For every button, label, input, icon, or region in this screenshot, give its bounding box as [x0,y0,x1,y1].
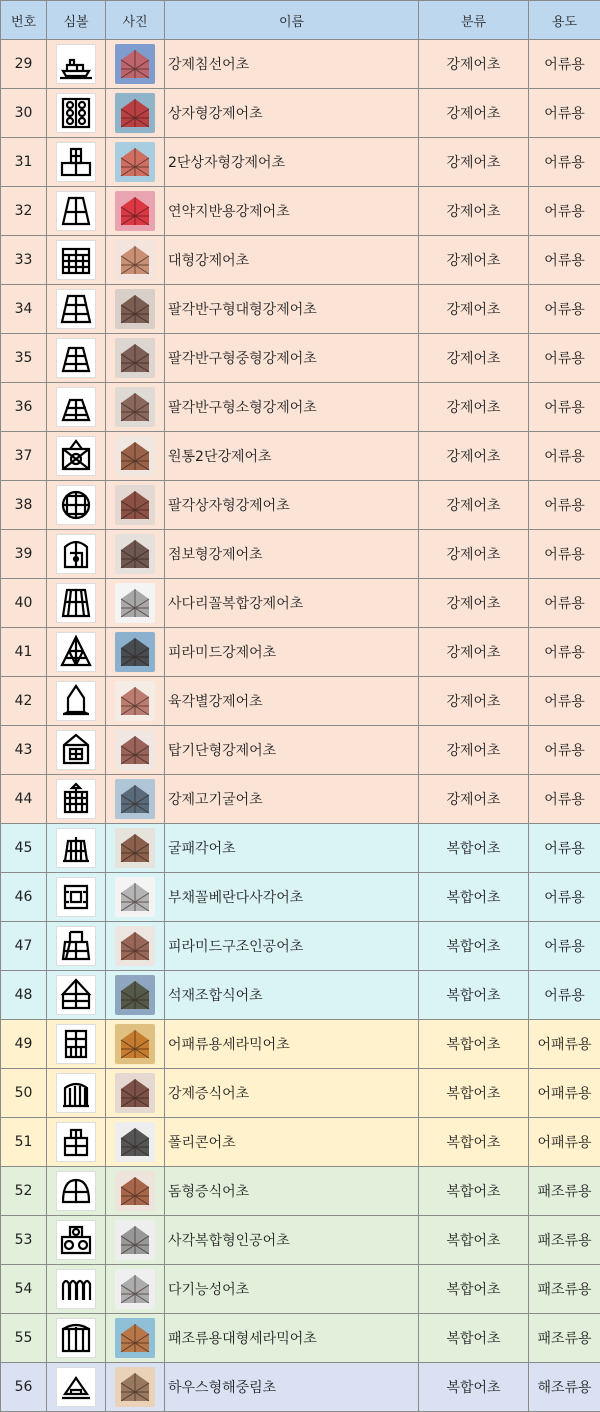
large-ceramic-symbol-icon [56,1318,96,1358]
trapezoid-lattice-photo-icon [115,583,155,623]
symbol-cell [47,1167,106,1216]
reef-name: 육각별강제어초 [165,677,419,726]
row-number: 43 [1,726,47,775]
reef-name: 팔각반구형소형강제어초 [165,383,419,432]
table-row [1,285,600,334]
reef-use: 어류용 [529,775,600,824]
row-number: 55 [1,1314,47,1363]
reef-use: 어류용 [529,89,600,138]
symbol-cell [47,187,106,236]
row-number: 44 [1,775,47,824]
reef-use: 어류용 [529,481,600,530]
large-grid-symbol-icon [56,240,96,280]
photo-cell [106,1216,165,1265]
reef-use: 어류용 [529,726,600,775]
reef-name: 폴리콘어초 [165,1118,419,1167]
reef-category: 강제어초 [419,628,529,677]
table-row [1,726,600,775]
reef-name: 어패류용세라믹어초 [165,1020,419,1069]
row-number: 41 [1,628,47,677]
reef-category: 강제어초 [419,677,529,726]
reef-use: 어류용 [529,187,600,236]
symbol-cell [47,628,106,677]
header-category: 분류 [419,1,529,40]
dome-medium-symbol-icon [56,338,96,378]
symbol-cell [47,726,106,775]
reef-category: 강제어초 [419,187,529,236]
row-number: 38 [1,481,47,530]
table-row [1,1167,600,1216]
photo-cell [106,775,165,824]
symbol-cell [47,1363,106,1412]
multiplication-symbol-icon [56,1073,96,1113]
reef-name: 연약지반용강제어초 [165,187,419,236]
lattice-cube-photo-icon [115,240,155,280]
fish-cave-symbol-icon [56,779,96,819]
reef-use: 어류용 [529,922,600,971]
symbol-cell [47,1020,106,1069]
photo-cell [106,432,165,481]
table-row [1,236,600,285]
square-composite-photo-icon [115,1220,155,1260]
row-number: 29 [1,40,47,89]
octagon-dome-small-photo-icon [115,387,155,427]
table-row [1,1069,600,1118]
header-name: 이름 [165,1,419,40]
reef-category: 복합어초 [419,922,529,971]
photo-cell [106,138,165,187]
jumbo-reef-photo-icon [115,534,155,574]
header-photo: 사진 [106,1,165,40]
symbol-cell [47,1314,106,1363]
tower-base-photo-icon [115,730,155,770]
table-row [1,922,600,971]
photo-cell [106,1167,165,1216]
row-number: 32 [1,187,47,236]
reef-category: 강제어초 [419,481,529,530]
reef-name: 강제침선어초 [165,40,419,89]
red-frame-reef-photo-icon [115,191,155,231]
reef-category: 강제어초 [419,775,529,824]
table-row [1,432,600,481]
table-row [1,873,600,922]
reef-name: 피라미드구조인공어초 [165,922,419,971]
multiplication-reef-photo-icon [115,1073,155,1113]
reef-category: 강제어초 [419,285,529,334]
dome-multiplication-symbol-icon [56,1171,96,1211]
table-row [1,383,600,432]
row-number: 53 [1,1216,47,1265]
photo-cell [106,236,165,285]
reef-name: 부채꼴베란다사각어초 [165,873,419,922]
row-number: 50 [1,1069,47,1118]
row-number: 40 [1,579,47,628]
reef-name: 원통2단강제어초 [165,432,419,481]
stone-combined-photo-icon [115,975,155,1015]
cylinder-two-tier-symbol-icon [56,436,96,476]
table-row [1,1020,600,1069]
reef-name: 강제증식어초 [165,1069,419,1118]
reef-category: 복합어초 [419,1118,529,1167]
reef-use: 어류용 [529,334,600,383]
photo-cell [106,1020,165,1069]
reef-use: 패조류용 [529,1216,600,1265]
dome-large-symbol-icon [56,289,96,329]
square-composite-symbol-icon [56,1220,96,1260]
oyster-shell-symbol-icon [56,828,96,868]
trapezoid-grid-symbol-icon [56,583,96,623]
photo-cell [106,971,165,1020]
fish-cave-photo-icon [115,779,155,819]
photo-cell [106,285,165,334]
symbol-cell [47,383,106,432]
table-row [1,1118,600,1167]
symbol-cell [47,1069,106,1118]
table-row [1,971,600,1020]
table-row [1,138,600,187]
octagon-box-photo-icon [115,485,155,525]
reef-category: 강제어초 [419,726,529,775]
stone-combined-symbol-icon [56,975,96,1015]
reef-use: 어류용 [529,236,600,285]
table-row [1,481,600,530]
header-use: 용도 [529,1,600,40]
photo-cell [106,677,165,726]
red-box-reef-photo-icon [115,93,155,133]
pyramid-structure-symbol-icon [56,926,96,966]
reef-category: 강제어초 [419,89,529,138]
row-number: 37 [1,432,47,481]
symbol-cell [47,873,106,922]
reef-use: 어류용 [529,971,600,1020]
photo-cell [106,824,165,873]
photo-cell [106,922,165,971]
polycon-reef-photo-icon [115,1122,155,1162]
veranda-cube-photo-icon [115,877,155,917]
table-row [1,334,600,383]
two-tier-box-symbol-icon [56,142,96,182]
row-number: 49 [1,1020,47,1069]
reef-use: 어류용 [529,873,600,922]
reef-use: 어류용 [529,530,600,579]
reef-name: 팔각반구형중형강제어초 [165,334,419,383]
reef-use: 어류용 [529,40,600,89]
photo-cell [106,726,165,775]
reef-use: 어류용 [529,383,600,432]
reef-category: 강제어초 [419,432,529,481]
reef-category: 복합어초 [419,1314,529,1363]
row-number: 30 [1,89,47,138]
row-number: 51 [1,1118,47,1167]
table-row [1,40,600,89]
symbol-cell [47,971,106,1020]
reef-use: 어류용 [529,824,600,873]
table-row [1,824,600,873]
reef-name: 사다리꼴복합강제어초 [165,579,419,628]
reef-name: 피라미드강제어초 [165,628,419,677]
house-forest-symbol-icon [56,1367,96,1407]
table-row [1,775,600,824]
photo-cell [106,1118,165,1167]
reef-category: 강제어초 [419,579,529,628]
reef-name: 석재조합식어초 [165,971,419,1020]
reef-name: 하우스형해중림초 [165,1363,419,1412]
symbol-cell [47,432,106,481]
symbol-cell [47,138,106,187]
reef-use: 어류용 [529,138,600,187]
photo-cell [106,579,165,628]
box-grid-symbol-icon [56,93,96,133]
photo-cell [106,1265,165,1314]
multifunction-symbol-icon [56,1269,96,1309]
oyster-shell-photo-icon [115,828,155,868]
reef-name: 굴패각어초 [165,824,419,873]
table-row [1,1363,600,1412]
jumbo-frame-symbol-icon [56,534,96,574]
reef-category: 강제어초 [419,530,529,579]
symbol-cell [47,922,106,971]
reef-use: 어류용 [529,579,600,628]
table-row [1,1216,600,1265]
reef-category: 복합어초 [419,824,529,873]
reef-use: 패조류용 [529,1314,600,1363]
symbol-cell [47,89,106,138]
ceramic-box-symbol-icon [56,1024,96,1064]
reef-category: 복합어초 [419,1020,529,1069]
table-row [1,1314,600,1363]
pyramid-structure-photo-icon [115,926,155,966]
dome-small-symbol-icon [56,387,96,427]
symbol-cell [47,775,106,824]
reef-category: 강제어초 [419,383,529,432]
tower-base-symbol-icon [56,730,96,770]
reef-category: 복합어초 [419,971,529,1020]
row-number: 47 [1,922,47,971]
reef-name: 사각복합형인공어초 [165,1216,419,1265]
symbol-cell [47,334,106,383]
octagon-dome-large-photo-icon [115,289,155,329]
symbol-cell [47,1265,106,1314]
symbol-cell [47,481,106,530]
polycon-symbol-icon [56,1122,96,1162]
reef-name: 탑기단형강제어초 [165,726,419,775]
reef-use: 어류용 [529,432,600,481]
symbol-cell [47,677,106,726]
photo-cell [106,334,165,383]
dome-multiplication-photo-icon [115,1171,155,1211]
table-row [1,89,600,138]
photo-cell [106,628,165,677]
table-row [1,187,600,236]
two-tier-box-photo-icon [115,142,155,182]
reef-category: 복합어초 [419,1363,529,1412]
reef-category: 강제어초 [419,334,529,383]
header-row [1,1,600,40]
reef-name: 패조류용대형세라믹어초 [165,1314,419,1363]
reef-use: 어류용 [529,677,600,726]
reef-name: 2단상자형강제어초 [165,138,419,187]
reef-use: 어패류용 [529,1118,600,1167]
row-number: 45 [1,824,47,873]
symbol-cell [47,1118,106,1167]
symbol-cell [47,824,106,873]
pyramid-symbol-icon [56,632,96,672]
hexagon-star-symbol-icon [56,681,96,721]
reef-name: 팔각상자형강제어초 [165,481,419,530]
reef-use: 패조류용 [529,1265,600,1314]
reef-category: 복합어초 [419,873,529,922]
reef-use: 어류용 [529,285,600,334]
symbol-cell [47,236,106,285]
row-number: 42 [1,677,47,726]
reef-name: 상자형강제어초 [165,89,419,138]
photo-cell [106,1314,165,1363]
reef-use: 해조류용 [529,1363,600,1412]
reef-name: 강제고기굴어초 [165,775,419,824]
row-number: 33 [1,236,47,285]
pyramid-reef-photo-icon [115,632,155,672]
table-row [1,579,600,628]
row-number: 35 [1,334,47,383]
reef-name: 대형강제어초 [165,236,419,285]
header-symbol: 심볼 [47,1,106,40]
photo-cell [106,40,165,89]
reef-category: 강제어초 [419,138,529,187]
photo-cell [106,1363,165,1412]
sunken-ship-symbol-icon [56,44,96,84]
symbol-cell [47,579,106,628]
row-number: 34 [1,285,47,334]
table-row [1,1265,600,1314]
reef-category: 복합어초 [419,1265,529,1314]
trapezoid-frame-symbol-icon [56,191,96,231]
octagon-box-symbol-icon [56,485,96,525]
octagon-dome-medium-photo-icon [115,338,155,378]
photo-cell [106,530,165,579]
symbol-cell [47,285,106,334]
reef-category: 복합어초 [419,1069,529,1118]
reef-use: 어패류용 [529,1069,600,1118]
photo-cell [106,383,165,432]
table-row [1,677,600,726]
table-row [1,530,600,579]
reef-name: 팔각반구형대형강제어초 [165,285,419,334]
row-number: 48 [1,971,47,1020]
reef-use: 어류용 [529,628,600,677]
reef-name: 다기능성어초 [165,1265,419,1314]
symbol-cell [47,40,106,89]
photo-cell [106,1069,165,1118]
row-number: 46 [1,873,47,922]
row-number: 52 [1,1167,47,1216]
reef-use: 어패류용 [529,1020,600,1069]
reef-name: 돔형증식어초 [165,1167,419,1216]
reef-name: 점보형강제어초 [165,530,419,579]
hexagon-star-photo-icon [115,681,155,721]
reef-category: 강제어초 [419,40,529,89]
row-number: 54 [1,1265,47,1314]
table-row [1,628,600,677]
row-number: 36 [1,383,47,432]
multifunction-photo-icon [115,1269,155,1309]
reef-use: 패조류용 [529,1167,600,1216]
reef-category: 강제어초 [419,236,529,285]
symbol-cell [47,1216,106,1265]
large-ceramic-photo-icon [115,1318,155,1358]
house-forest-photo-icon [115,1367,155,1407]
photo-cell [106,873,165,922]
photo-cell [106,89,165,138]
veranda-square-symbol-icon [56,877,96,917]
row-number: 31 [1,138,47,187]
photo-cell [106,481,165,530]
cylinder-reef-photo-icon [115,436,155,476]
row-number: 56 [1,1363,47,1412]
reef-category: 복합어초 [419,1167,529,1216]
photo-cell [106,187,165,236]
row-number: 39 [1,530,47,579]
sunken-ship-photo-icon [115,44,155,84]
header-no: 번호 [1,1,47,40]
ceramic-reef-photo-icon [115,1024,155,1064]
reef-category: 복합어초 [419,1216,529,1265]
symbol-cell [47,530,106,579]
